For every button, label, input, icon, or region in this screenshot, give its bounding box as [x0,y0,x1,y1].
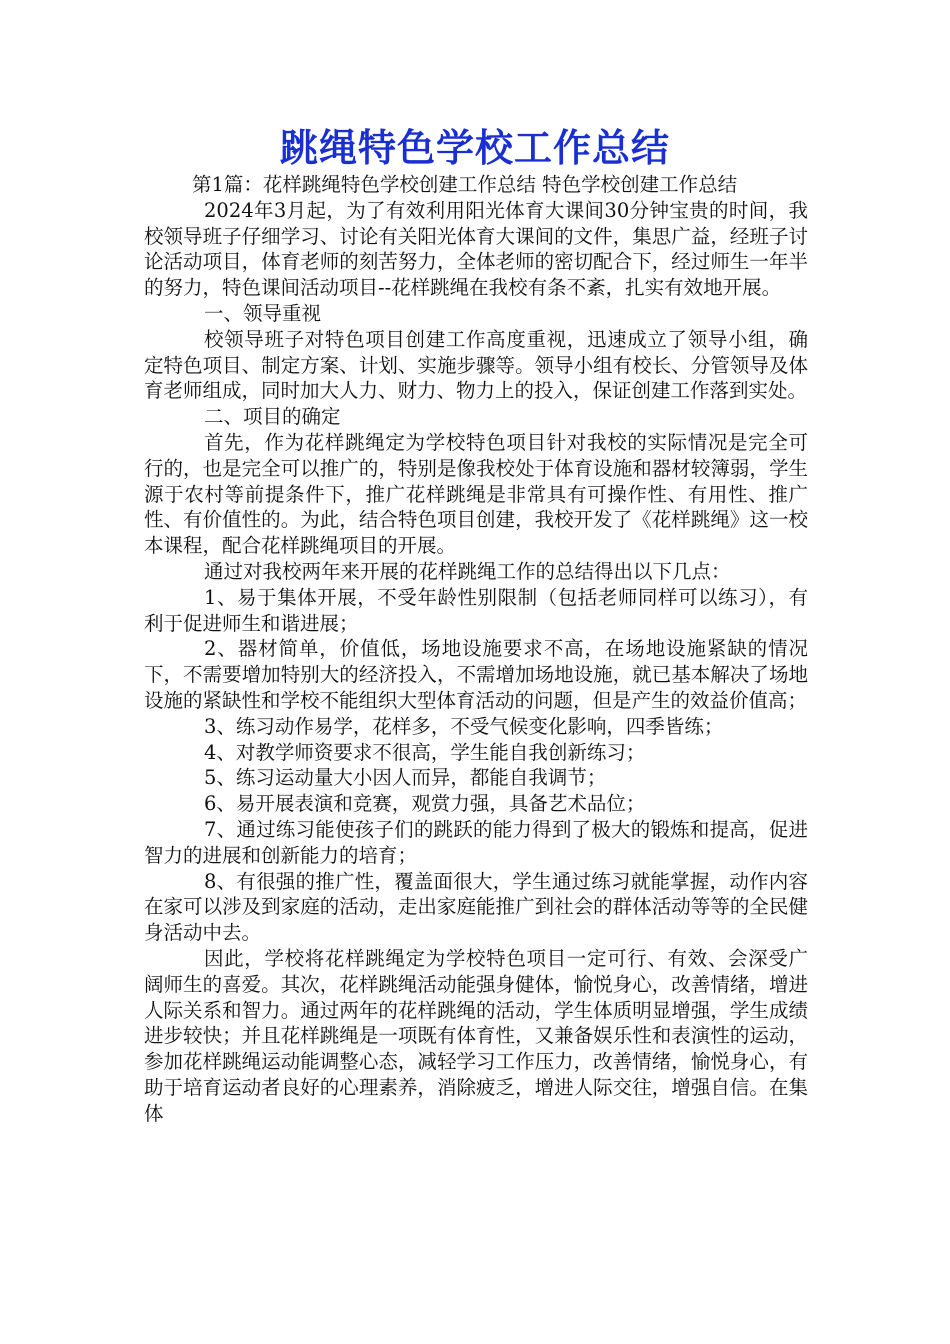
list-item-6: 6、易开展表演和竞赛，观赏力强，具备艺术品位； [204,792,646,816]
document-body [144,172,808,1126]
list-item-4: 4、对教学师资要求不很高，学生能自我创新练习； [204,740,646,764]
paragraph-leadership: 校领导班子对特色项目创建工作高度重视，迅速成立了领导小组，确定特色项目、制定方案、计划、实施步骤等。领导小组有校长、分管领导及体育老师组成，同时加大人力、财力、物力上的投入，保证创建工作落到实处。 [144,327,808,403]
list-item-1: 1、易于集体开展，不受年龄性别限制（包括老师同样可以练习），有利于促进师生和谐进展； [144,585,808,635]
paragraph-summary-intro: 通过对我校两年来开展的花样跳绳工作的总结得出以下几点： [204,559,731,583]
paragraph-intro: 2024年3月起，为了有效利用阳光体育大课间30分钟宝贵的时间，我校领导班子仔细学习、讨论有关阳光体育大课间的文件，集思广益，经班子讨论活动项目，体育老师的刻苦努力，全体老师的密切配合下，经过师生一年半的努力，特色课间活动项目--花样跳绳在我校有条不紊，扎实有效地开展。 [144,198,808,300]
list-item-5: 5、练习运动量大小因人而异，都能自我调节； [204,766,607,790]
list-item-7: 7、通过练习能使孩子们的跳跃的能力得到了极大的锻炼和提高，促进智力的进展和创新能力的培育； [144,817,808,867]
list-item-2: 2、器材简单，价值低，场地设施要求不高，在场地设施紧缺的情况下，不需要增加特别大的经济投入，不需增加场地设施，就已基本解决了场地设施的紧缺性和学校不能组织大型体育活动的问题，但是产生的效益价值高； [144,637,808,712]
list-item-8: 8、有很强的推广性，覆盖面很大，学生通过练习就能掌握，动作内容在家可以涉及到家庭的活动，走出家庭能推广到社会的群体活动等等的全民健身活动中去。 [144,869,808,945]
section-heading-project: 二、项目的确定 [204,405,341,429]
section-heading-leadership: 一、领导重视 [204,301,322,325]
document-title: 跳绳特色学校工作总结 [279,126,670,170]
paragraph-article-heading: 第1篇：花样跳绳特色学校创建工作总结 特色学校创建工作总结 [192,173,738,196]
paragraph-conclusion: 因此，学校将花样跳绳定为学校特色项目一定可行、有效、会深受广阔师生的喜爱。其次，花样跳绳活动能强身健体，愉悦身心，改善情绪，增进人际关系和智力。通过两年的花样跳绳的活动，学生体质明显增强，学生成绩进步较快；并且花样跳绳是一项既有体育性，又兼备娱乐性和表演性的运动，参加花样跳绳运动能调整心态，减轻学习工作压力，改善情绪，愉悦身心，有助于培育运动者良好的心理素养，消除疲乏，增进人际交往，增强自信。在集体 [144,946,808,1125]
paragraph-project: 首先，作为花样跳绳定为学校特色项目针对我校的实际情况是完全可行的，也是完全可以推广的，特别是像我校处于体育设施和器材较簿弱，学生源于农村等前提条件下，推广花样跳绳是非常具有可操作性、有用性、推广性、有价值性的。为此，结合特色项目创建，我校开发了《花样跳绳》这一校本课程，配合花样跳绳项目的开展。 [144,430,808,558]
list-item-3: 3、练习动作易学，花样多，不受气候变化影响，四季皆练； [204,714,724,738]
